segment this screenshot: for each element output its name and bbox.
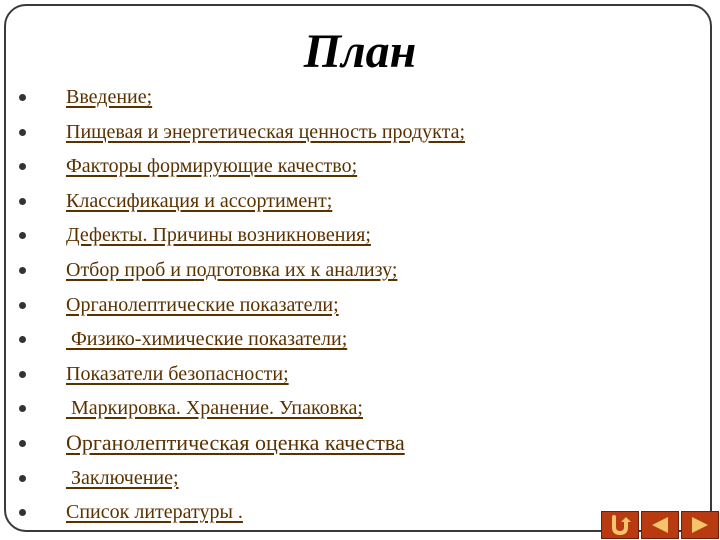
bullet-icon — [19, 198, 26, 205]
return-icon — [608, 515, 632, 535]
plan-link-classification[interactable]: Классификация и ассортимент; — [66, 189, 333, 212]
plan-link-conclusion[interactable]: Заключение; — [66, 466, 179, 489]
bullet-icon — [19, 94, 26, 101]
slide-title-text: План — [303, 25, 417, 78]
previous-arrow-icon — [648, 515, 672, 535]
bullet-icon — [19, 129, 26, 136]
plan-link-physicochemical[interactable]: Физико-химические показатели; — [66, 328, 348, 351]
bullet-icon — [19, 302, 26, 309]
bullet-icon — [19, 440, 26, 447]
slide-navigation — [601, 511, 719, 539]
plan-link-nutritional-value[interactable]: Пищевая и энергетическая ценность продукта; — [66, 120, 466, 143]
bullet-icon — [19, 267, 26, 274]
plan-link-references[interactable]: Список литературы . — [66, 501, 243, 524]
plan-link-safety[interactable]: Показатели безопасности; — [66, 362, 289, 385]
plan-link-organoleptic-indicators[interactable]: Органолептические показатели; — [66, 293, 339, 316]
previous-button[interactable] — [641, 511, 679, 539]
return-button[interactable] — [601, 511, 639, 539]
plan-link-labeling[interactable]: Маркировка. Хранение. Упаковка; — [66, 397, 363, 420]
plan-link-sampling[interactable]: Отбор проб и подготовка их к анализу; — [66, 258, 398, 281]
plan-link-organoleptic-evaluation[interactable]: Органолептическая оценка качества — [66, 429, 405, 455]
plan-link-defects[interactable]: Дефекты. Причины возникновения; — [66, 224, 371, 247]
plan-link-quality-factors[interactable]: Факторы формирующие качество; — [66, 155, 358, 178]
bullet-icon — [19, 475, 26, 482]
bullet-icon — [19, 371, 26, 378]
slide-title — [0, 22, 720, 82]
next-arrow-icon — [688, 515, 712, 535]
next-button[interactable] — [681, 511, 719, 539]
plan-link-introduction[interactable]: Введение; — [66, 86, 153, 108]
